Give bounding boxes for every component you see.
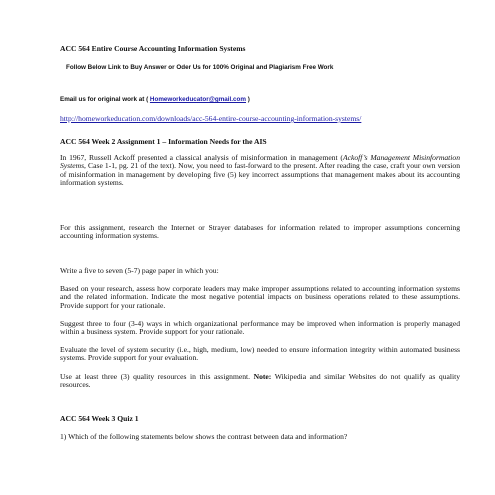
p1-text-a: In 1967, Russell Ackoff presented a classical analysis of misinformation in management ( — [60, 153, 343, 162]
paragraph-resources — [60, 373, 460, 390]
paragraph-ackoff — [60, 154, 460, 188]
paragraph-evaluate: Evaluate the level of system security (i.e., high, medium, low) needed to ensure information integrity within automated business systems. Provide support for your evaluation. — [60, 345, 460, 363]
paragraph-research: For this assignment, research the Internet or Strayer databases for information related to improper assumptions concerning accounting information systems. — [60, 223, 460, 241]
email-line — [60, 95, 460, 104]
email-suffix: ) — [246, 96, 250, 103]
p7-text-a: Use at least three (3) quality resources in this assignment. — [60, 372, 254, 381]
paragraph-assess: Based on your research, assess how corporate leaders may make improper assumptions related to accounting information systems and the related information. Indicate the most negative potential impacts on business operations related to these assumptions. Provide support for your rationale. — [60, 284, 460, 310]
paragraph-suggest: Suggest three to four (3-4) ways in which organizational performance may be improved when information is properly managed within a business system. Provide support for your rationale. — [60, 319, 460, 337]
email-link[interactable]: Homeworkeducator@gmail.com — [149, 96, 246, 103]
p1-text-b: , Case 1-1, pg. 21 of the text). Now, you need to fast-forward to the present. After reading the case, craft your own version of misinformation in management by developing five (5) key incorrect assumptions that management makes about its accounting information systems. — [60, 161, 460, 188]
week3-heading: ACC 564 Week 3 Quiz 1 — [60, 414, 139, 423]
p7-text-b: Wikipedia and similar Websites do not qualify as quality resources. — [60, 372, 461, 390]
p7-note: Note: — [253, 372, 272, 381]
email-prefix: Email us for original work at ( — [60, 96, 150, 103]
quiz-question-1: 1) Which of the following statements below shows the contrast between data and information? — [60, 432, 348, 441]
week2-heading: ACC 564 Week 2 Assignment 1 – Information Needs for the AIS — [60, 137, 267, 146]
document-title: ACC 564 Entire Course Accounting Information Systems — [60, 44, 246, 53]
paragraph-write: Write a five to seven (5-7) page paper in which you: — [60, 266, 219, 275]
course-url-link[interactable]: http://homeworkeducation.com/downloads/acc-564-entire-course-accounting-information-systems/ — [60, 114, 362, 123]
p1-italic-title: Ackoff’s Management Misinformation Systems — [60, 153, 460, 171]
purchase-instruction: Follow Below Link to Buy Answer or Oder Us for 100% Original and Plagiarism Free Work — [66, 64, 334, 71]
